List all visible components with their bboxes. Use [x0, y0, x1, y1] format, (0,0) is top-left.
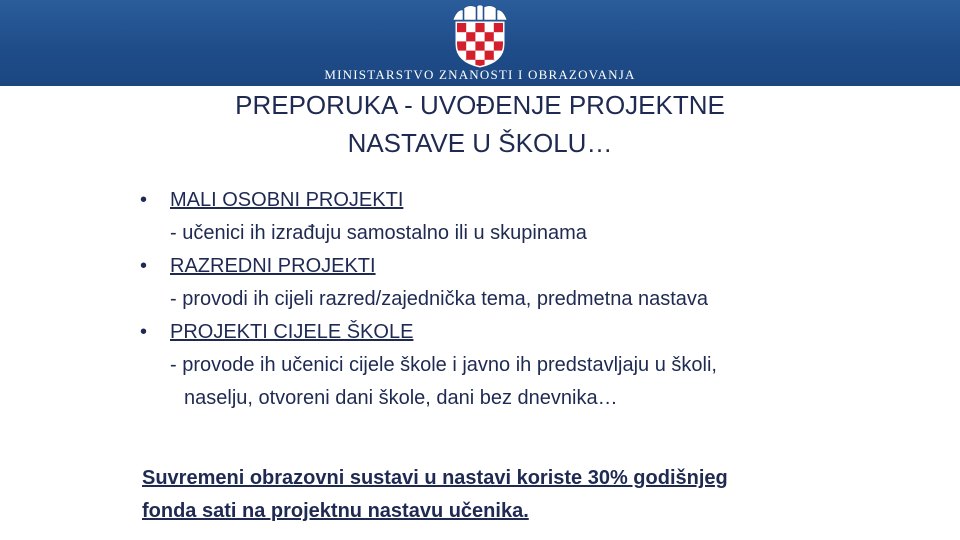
item-description: - provodi ih cijeli razred/zajednička tema, predmetna nastava	[170, 288, 709, 310]
list-item-mali-osobni-projekti	[140, 184, 860, 250]
header-band	[0, 0, 960, 86]
footer-statement	[142, 462, 842, 528]
bullet: •	[140, 255, 148, 277]
project-types-list	[140, 184, 860, 415]
croatian-coat-of-arms-icon	[449, 4, 511, 68]
slide-title	[0, 86, 960, 162]
bullet: •	[140, 189, 148, 211]
item-heading: PROJEKTI CIJELE ŠKOLE	[170, 321, 414, 343]
item-description: - provode ih učenici cijele škole i javno ih predstavljaju u školi,	[170, 354, 717, 376]
list-item-razredni-projekti	[140, 250, 860, 316]
item-heading: RAZREDNI PROJEKTI	[170, 255, 376, 277]
footer-line-2: fonda sati na projektnu nastavu učenika.	[142, 500, 529, 522]
title-line-2: NASTAVE U ŠKOLU…	[347, 128, 613, 158]
item-heading: MALI OSOBNI PROJEKTI	[170, 189, 404, 211]
item-description: - učenici ih izrađuju samostalno ili u skupinama	[170, 222, 587, 244]
item-description-continued: naselju, otvoreni dani škole, dani bez dnevnika…	[184, 387, 618, 409]
list-item-projekti-cijele-skole	[140, 316, 860, 415]
bullet: •	[140, 321, 148, 343]
title-line-1: PREPORUKA - UVOĐENJE PROJEKTNE	[235, 90, 725, 120]
ministry-name: MINISTARSTVO ZNANOSTI I OBRAZOVANJA	[324, 67, 636, 82]
footer-line-1: Suvremeni obrazovni sustavi u nastavi koriste 30% godišnjeg	[142, 467, 728, 489]
